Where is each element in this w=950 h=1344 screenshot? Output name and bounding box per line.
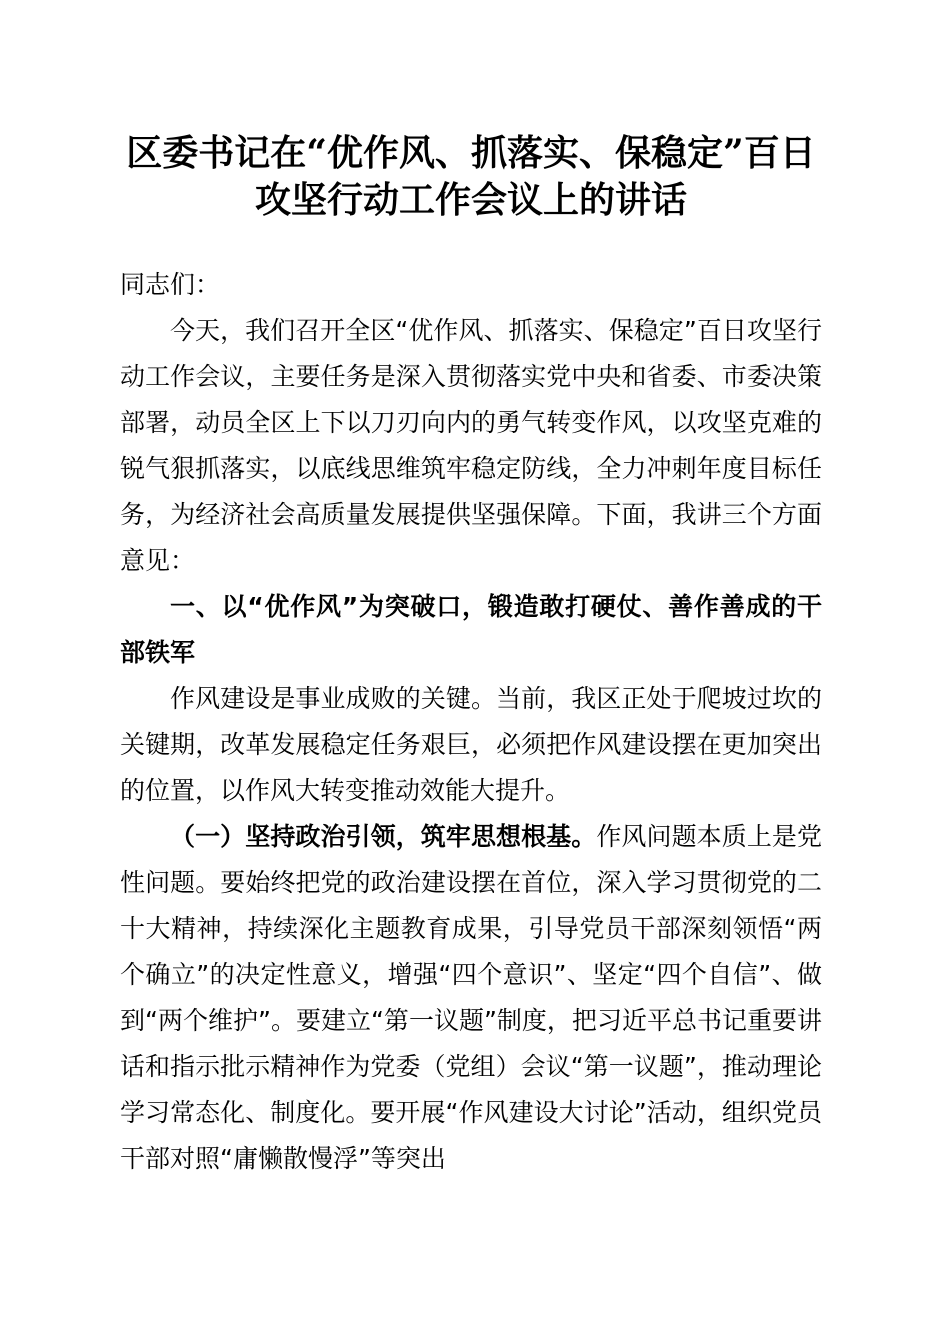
document-body: [120, 262, 822, 1182]
title-line-1: 区委书记在“优作风、抓落实、保稳定”百日: [126, 132, 816, 174]
section-1-paragraph: 作风建设是事业成败的关键。当前，我区正处于爬坡过坎的关键期，改革发展稳定任务艰巨，必须把作风建设摆在更加突出的位置，以作风大转变推动效能大提升。: [120, 684, 822, 805]
subsection-1-text: 作风问题本质上是党性问题。要始终把党的政治建设摆在首位，深入学习贯彻党的二十大精神，持续深化主题教育成果，引导党员干部深刻领悟“两个确立”的决定性意义，增强“四个意识”、坚定“四个自信”、做到“两个维护”。要建立“第一议题”制度，把习近平总书记重要讲话和指示批示精神作为党委（党组）会议“第一议题”，推动理论学习常态化、制度化。要开展“作风建设大讨论”活动，组织党员干部对照“庸懒散慢浮”等突出: [120, 822, 822, 1173]
subsection-1-paragraph: [120, 814, 822, 1182]
title-line-2: 攻坚行动工作会议上的讲话: [254, 179, 687, 221]
section-1-heading: 一、以“优作风”为突破口，锻造敢打硬仗、善作善成的干部铁军: [120, 592, 822, 667]
intro-paragraph: 今天，我们召开全区“优作风、抓落实、保稳定”百日攻坚行动工作会议，主要任务是深入贯彻落实党中央和省委、市委决策部署，动员全区上下以刀刃向内的勇气转变作风，以攻坚克难的锐气狠抓落实，以底线思维筑牢稳定防线，全力冲刺年度目标任务，为经济社会高质量发展提供坚强保障。下面，我讲三个方面意见：: [120, 316, 822, 575]
document-title: [120, 130, 822, 224]
subsection-1-heading: （一）坚持政治引领，筑牢思想根基。: [170, 822, 597, 851]
salutation: 同志们：: [120, 270, 221, 299]
